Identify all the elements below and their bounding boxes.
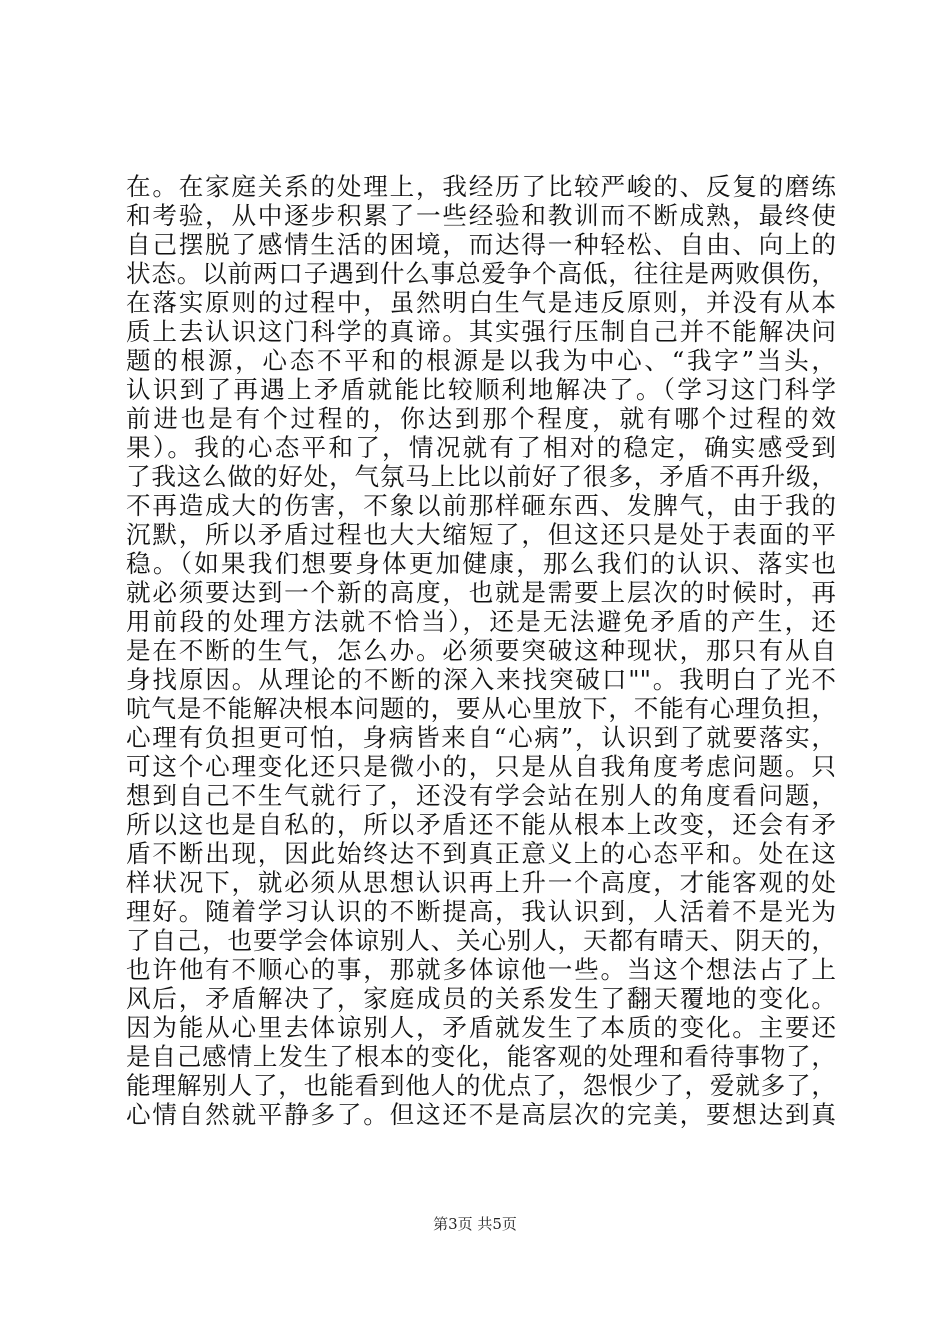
text-line: 能理解别人了，也能看到他人的优点了，怨恨少了，爱就多了， bbox=[126, 1071, 836, 1100]
text-line: 是在不断的生气，怎么办。必须要突破这种现状，那只有从自 bbox=[126, 636, 836, 665]
text-line: 吭气是不能解决根本问题的，要从心里放下，不能有心理负担， bbox=[126, 694, 836, 723]
text-line: 心理有负担更可怕，身病皆来自“心病”，认识到了就要落实， bbox=[126, 723, 836, 752]
text-line: 状态。以前两口子遇到什么事总爱争个高低，往往是两败俱伤， bbox=[126, 259, 836, 288]
text-line: 想到自己不生气就行了，还没有学会站在别人的角度看问题， bbox=[126, 781, 836, 810]
text-line: 因为能从心里去体谅别人，矛盾就发生了本质的变化。主要还 bbox=[126, 1013, 836, 1042]
text-line: 前进也是有个过程的，你达到那个程度，就有哪个过程的效 bbox=[126, 404, 836, 433]
text-line: 风后，矛盾解决了，家庭成员的关系发生了翻天覆地的变化。 bbox=[126, 984, 836, 1013]
text-line: 和考验，从中逐步积累了一些经验和教训而不断成熟，最终使 bbox=[126, 201, 836, 230]
text-line: 不再造成大的伤害，不象以前那样砸东西、发脾气，由于我的 bbox=[126, 491, 836, 520]
text-line: 心情自然就平静多了。但这还不是高层次的完美，要想达到真 bbox=[126, 1100, 836, 1129]
text-line: 了我这么做的好处，气氛马上比以前好了很多，矛盾不再升级， bbox=[126, 462, 836, 491]
text-line: 在。在家庭关系的处理上，我经历了比较严峻的、反复的磨练 bbox=[126, 172, 836, 201]
text-line: 所以这也是自私的，所以矛盾还不能从根本上改变，还会有矛 bbox=[126, 810, 836, 839]
text-line: 也许他有不顺心的事，那就多体谅他一些。当这个想法占了上 bbox=[126, 955, 836, 984]
text-line: 质上去认识这门科学的真谛。其实强行压制自己并不能解决问 bbox=[126, 317, 836, 346]
text-line: 自己摆脱了感情生活的困境，而达得一种轻松、自由、向上的 bbox=[126, 230, 836, 259]
text-line: 样状况下，就必须从思想认识再上升一个高度，才能客观的处 bbox=[126, 868, 836, 897]
text-line: 理好。随着学习认识的不断提高，我认识到，人活着不是光为 bbox=[126, 897, 836, 926]
text-line: 沉默，所以矛盾过程也大大缩短了，但这还只是处于表面的平 bbox=[126, 520, 836, 549]
text-line: 在落实原则的过程中，虽然明白生气是违反原则，并没有从本 bbox=[126, 288, 836, 317]
text-line: 了自己，也要学会体谅别人、关心别人，天都有晴天、阴天的， bbox=[126, 926, 836, 955]
text-line: 盾不断出现，因此始终达不到真正意义上的心态平和。处在这 bbox=[126, 839, 836, 868]
text-line: 就必须要达到一个新的高度，也就是需要上层次的时候时，再 bbox=[126, 578, 836, 607]
text-line: 果）。我的心态平和了，情况就有了相对的稳定，确实感受到 bbox=[126, 433, 836, 462]
text-line: 稳。（如果我们想要身体更加健康，那么我们的认识、落实也 bbox=[126, 549, 836, 578]
text-line: 身找原因。从理论的不断的深入来找突破口""。我明白了光不 bbox=[126, 665, 836, 694]
text-line: 认识到了再遇上矛盾就能比较顺利地解决了。（学习这门科学 bbox=[126, 375, 836, 404]
text-line: 是自己感情上发生了根本的变化，能客观的处理和看待事物了， bbox=[126, 1042, 836, 1071]
body-text bbox=[126, 172, 836, 1129]
text-line: 可这个心理变化还只是微小的，只是从自我角度考虑问题。只 bbox=[126, 752, 836, 781]
page-footer: 第3页 共5页 bbox=[433, 1215, 517, 1233]
text-line: 题的根源，心态不平和的根源是以我为中心、“我字”当头， bbox=[126, 346, 836, 375]
text-line: 用前段的处理方法就不恰当），还是无法避免矛盾的产生，还 bbox=[126, 607, 836, 636]
